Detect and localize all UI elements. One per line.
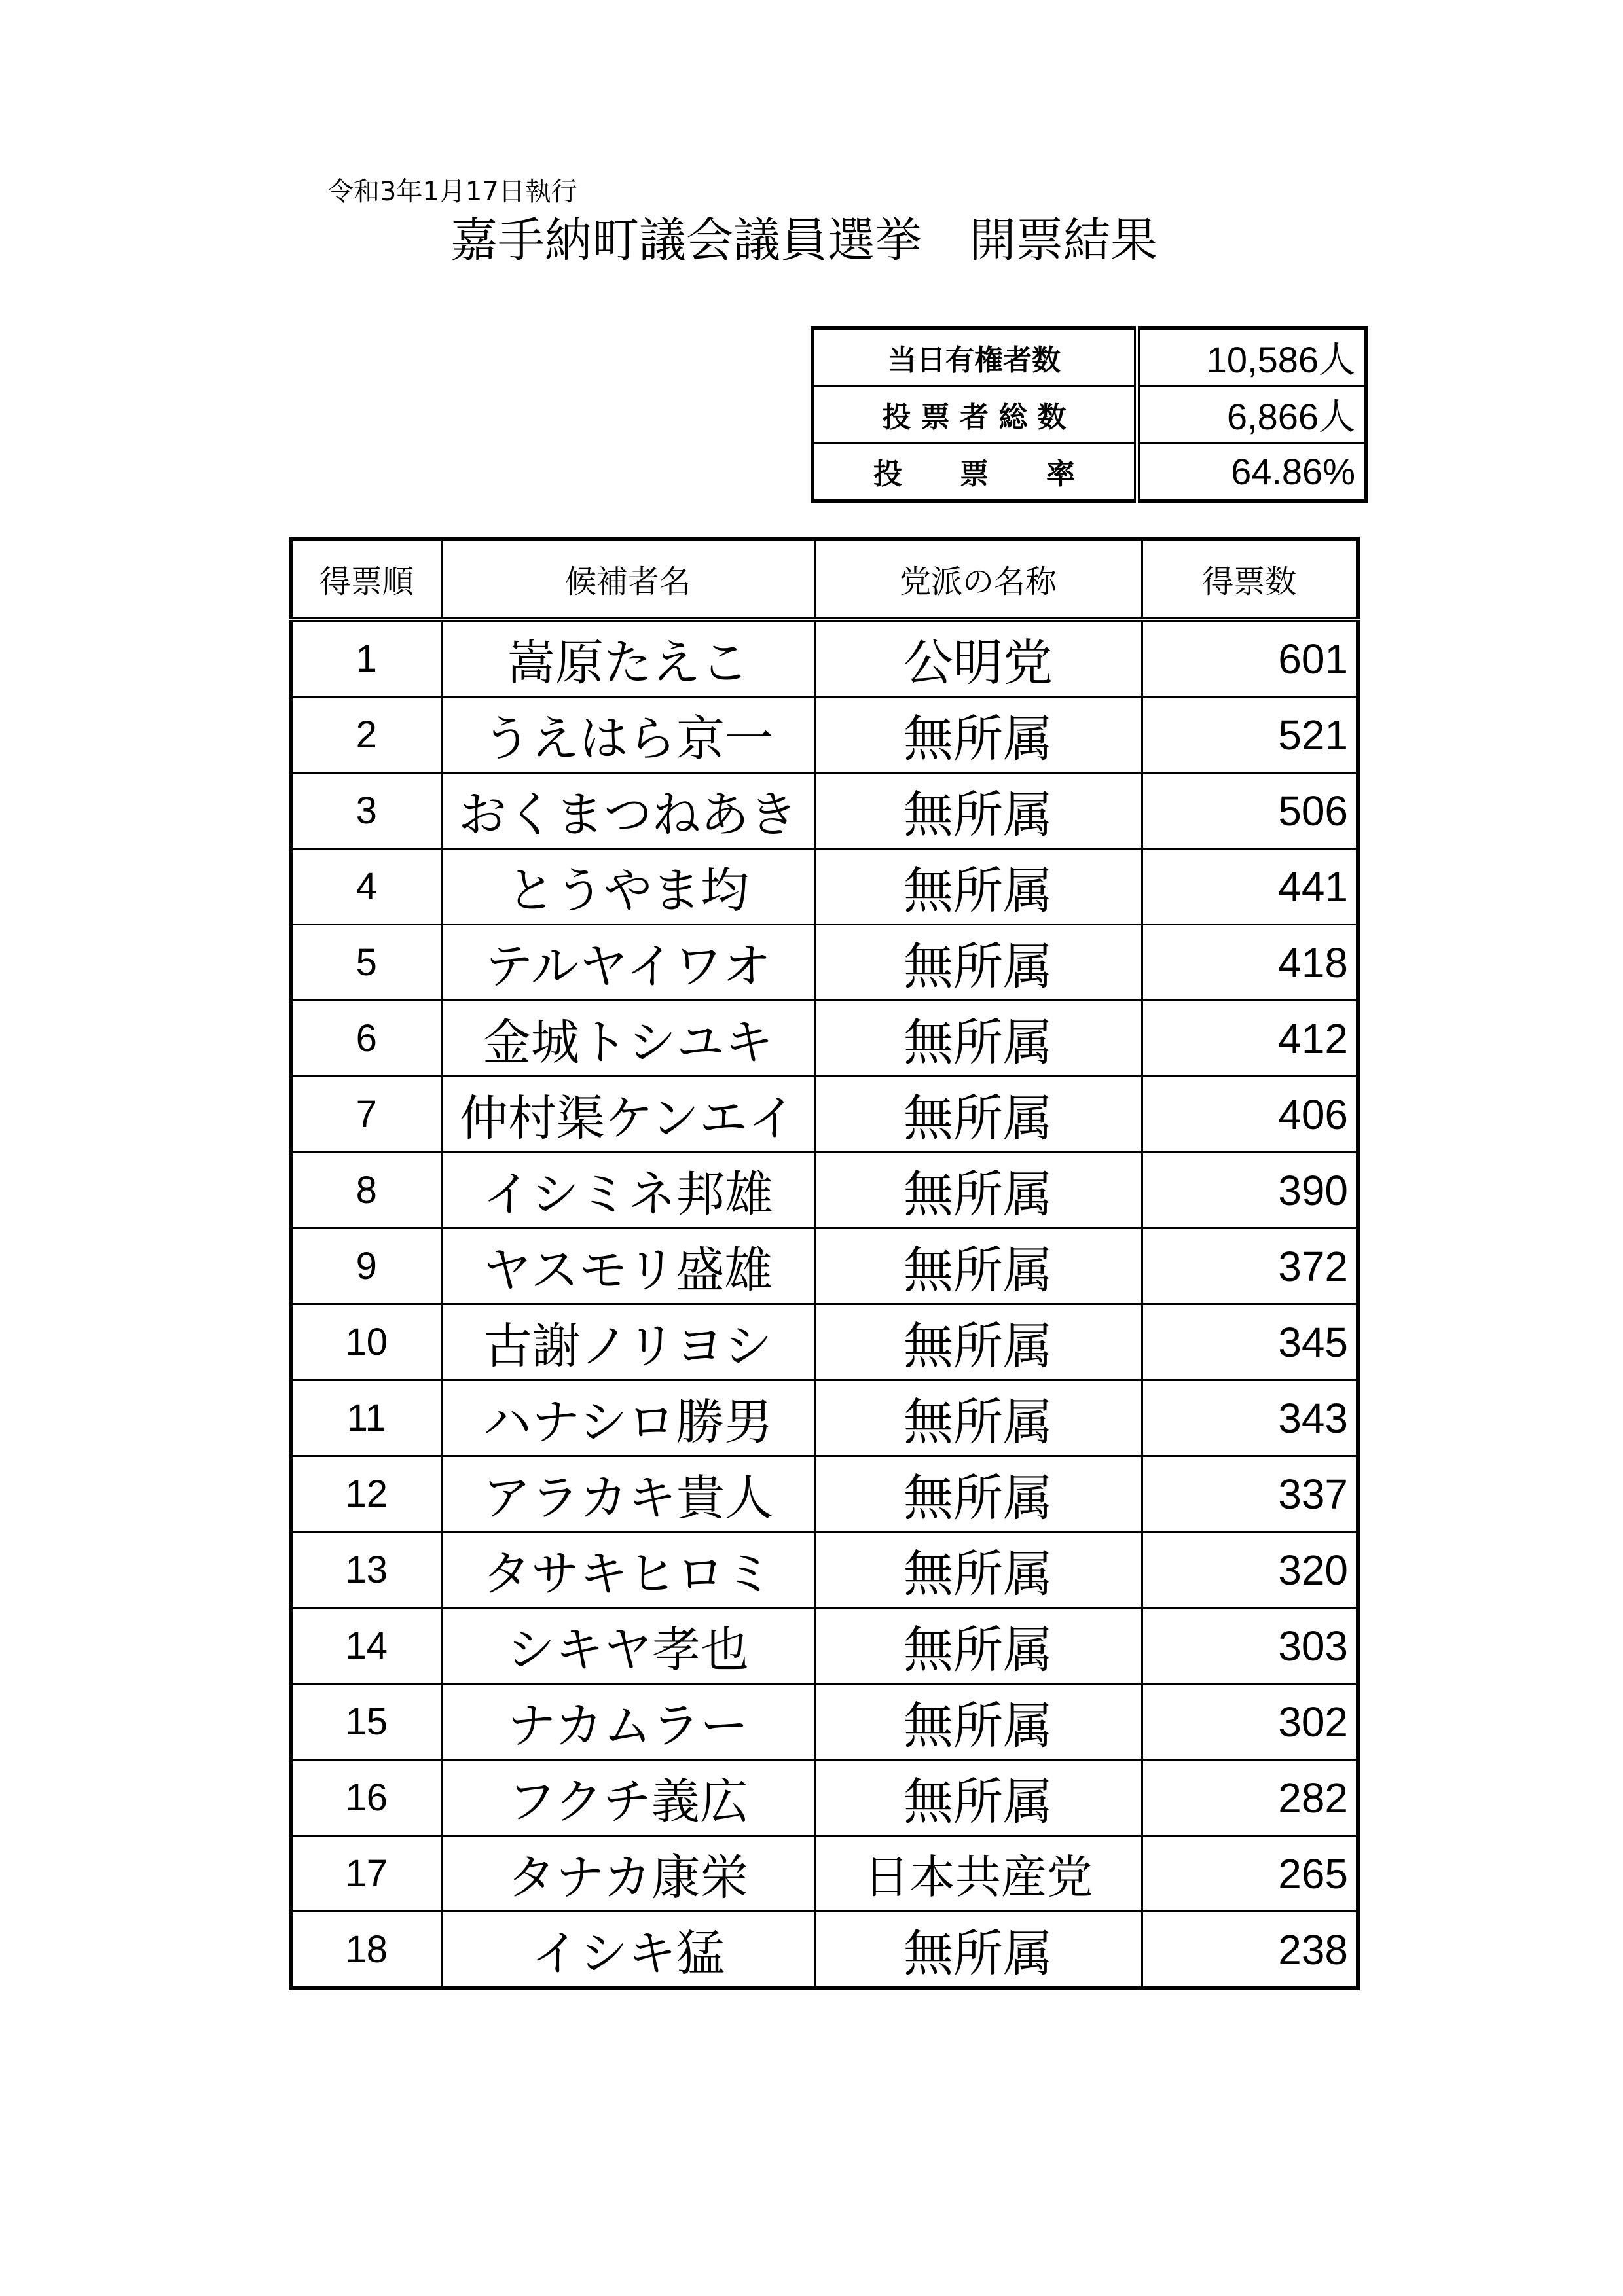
table-row (291, 1608, 1358, 1684)
cell-rank: 3 (291, 773, 441, 849)
cell-party: 無所属 (814, 1380, 1142, 1456)
cell-rank: 10 (291, 1304, 441, 1380)
cell-party: 無所属 (814, 1077, 1142, 1153)
table-row (291, 1532, 1358, 1608)
election-date: 令和3年1月17日執行 (327, 177, 577, 207)
cell-party: 無所属 (814, 1153, 1142, 1229)
table-row (291, 1380, 1358, 1456)
stat-value: 10,586人 (1137, 328, 1367, 386)
cell-rank: 1 (291, 619, 441, 697)
cell-votes: 320 (1142, 1532, 1358, 1608)
header-votes: 得票数 (1142, 539, 1358, 619)
cell-votes: 372 (1142, 1229, 1358, 1304)
header-candidate-name: 候補者名 (441, 539, 814, 619)
cell-party: 無所属 (814, 1532, 1142, 1608)
cell-rank: 6 (291, 1001, 441, 1077)
cell-party: 無所属 (814, 849, 1142, 925)
cell-rank: 16 (291, 1760, 441, 1836)
table-row (291, 1684, 1358, 1760)
cell-votes: 406 (1142, 1077, 1358, 1153)
cell-candidate-name: 古謝ノリヨシ (441, 1304, 814, 1380)
cell-party: 無所属 (814, 1304, 1142, 1380)
stat-row-total-voters (812, 386, 1366, 443)
table-row (291, 1229, 1358, 1304)
stat-value: 6,866人 (1137, 386, 1367, 443)
cell-party: 無所属 (814, 925, 1142, 1001)
table-row (291, 1077, 1358, 1153)
table-row (291, 619, 1358, 697)
cell-votes: 282 (1142, 1760, 1358, 1836)
cell-rank: 12 (291, 1456, 441, 1532)
cell-party: 無所属 (814, 1912, 1142, 1989)
results-header-row (291, 539, 1358, 619)
cell-rank: 2 (291, 697, 441, 773)
table-row (291, 925, 1358, 1001)
table-row (291, 1456, 1358, 1532)
cell-party: 無所属 (814, 1001, 1142, 1077)
cell-votes: 303 (1142, 1608, 1358, 1684)
cell-candidate-name: ナカムラー (441, 1684, 814, 1760)
header-party: 党派の名称 (814, 539, 1142, 619)
cell-rank: 13 (291, 1532, 441, 1608)
cell-candidate-name: ハナシロ勝男 (441, 1380, 814, 1456)
cell-votes: 343 (1142, 1380, 1358, 1456)
stat-label: 投 票 者 総 数 (812, 386, 1137, 443)
cell-votes: 521 (1142, 697, 1358, 773)
cell-party: 無所属 (814, 1760, 1142, 1836)
cell-candidate-name: おくまつねあき (441, 773, 814, 849)
cell-party: 無所属 (814, 773, 1142, 849)
cell-votes: 337 (1142, 1456, 1358, 1532)
turnout-summary-table (811, 326, 1368, 503)
cell-candidate-name: アラカキ貴人 (441, 1456, 814, 1532)
cell-votes: 441 (1142, 849, 1358, 925)
cell-rank: 15 (291, 1684, 441, 1760)
cell-candidate-name: イシキ猛 (441, 1912, 814, 1989)
cell-votes: 390 (1142, 1153, 1358, 1229)
stat-row-eligible-voters (812, 328, 1366, 386)
cell-votes: 418 (1142, 925, 1358, 1001)
cell-candidate-name: 嵩原たえこ (441, 619, 814, 697)
cell-votes: 302 (1142, 1684, 1358, 1760)
cell-candidate-name: とうやま均 (441, 849, 814, 925)
cell-votes: 506 (1142, 773, 1358, 849)
cell-rank: 18 (291, 1912, 441, 1989)
cell-rank: 17 (291, 1836, 441, 1912)
cell-party: 無所属 (814, 1229, 1142, 1304)
cell-candidate-name: シキヤ孝也 (441, 1608, 814, 1684)
cell-rank: 4 (291, 849, 441, 925)
table-row (291, 773, 1358, 849)
cell-party: 無所属 (814, 1684, 1142, 1760)
cell-rank: 11 (291, 1380, 441, 1456)
cell-rank: 9 (291, 1229, 441, 1304)
stat-value: 64.86% (1137, 443, 1367, 501)
cell-candidate-name: うえはら京一 (441, 697, 814, 773)
cell-candidate-name: 金城トシユキ (441, 1001, 814, 1077)
stat-row-turnout-rate (812, 443, 1366, 501)
table-row (291, 697, 1358, 773)
cell-candidate-name: イシミネ邦雄 (441, 1153, 814, 1229)
page-title: 嘉手納町議会議員選挙 開票結果 (450, 213, 1158, 268)
cell-candidate-name: タナカ康栄 (441, 1836, 814, 1912)
cell-party: 無所属 (814, 1456, 1142, 1532)
cell-rank: 14 (291, 1608, 441, 1684)
cell-party: 無所属 (814, 697, 1142, 773)
table-row (291, 1001, 1358, 1077)
table-row (291, 849, 1358, 925)
results-table (289, 537, 1360, 1990)
cell-party: 日本共産党 (814, 1836, 1142, 1912)
table-row (291, 1304, 1358, 1380)
cell-votes: 238 (1142, 1912, 1358, 1989)
cell-rank: 5 (291, 925, 441, 1001)
cell-candidate-name: テルヤイワオ (441, 925, 814, 1001)
cell-rank: 8 (291, 1153, 441, 1229)
cell-candidate-name: フクチ義広 (441, 1760, 814, 1836)
cell-candidate-name: ヤスモリ盛雄 (441, 1229, 814, 1304)
table-row (291, 1912, 1358, 1989)
cell-candidate-name: タサキヒロミ (441, 1532, 814, 1608)
stat-label: 投 票 率 (812, 443, 1137, 501)
table-row (291, 1836, 1358, 1912)
cell-votes: 601 (1142, 619, 1358, 697)
cell-votes: 345 (1142, 1304, 1358, 1380)
cell-candidate-name: 仲村渠ケンエイ (441, 1077, 814, 1153)
cell-party: 公明党 (814, 619, 1142, 697)
cell-party: 無所属 (814, 1608, 1142, 1684)
table-row (291, 1760, 1358, 1836)
cell-votes: 265 (1142, 1836, 1358, 1912)
table-row (291, 1153, 1358, 1229)
cell-rank: 7 (291, 1077, 441, 1153)
header-rank: 得票順 (291, 539, 441, 619)
cell-votes: 412 (1142, 1001, 1358, 1077)
stat-label: 当日有権者数 (812, 328, 1137, 386)
